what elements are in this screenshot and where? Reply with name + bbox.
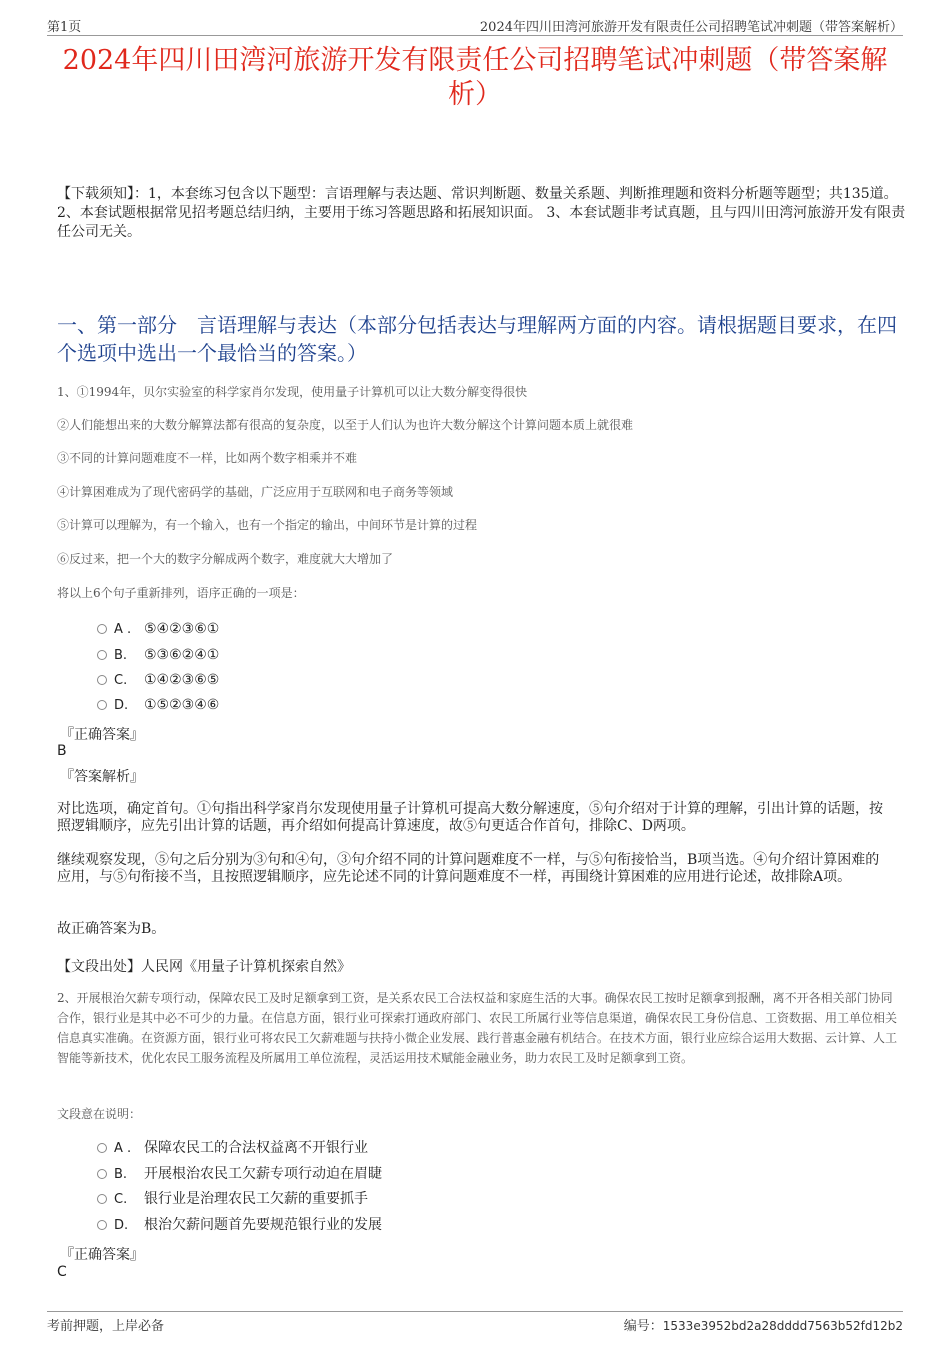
q1-option-a[interactable]: A . ⑤④②③⑥① bbox=[97, 619, 219, 639]
q1-analysis-2: 继续观察发现，⑤句之后分别为③句和④句，③句介绍不同的计算问题难度不一样，与⑤句衔接恰当，B项当选。④句介绍计算困难的应用，与⑤句衔接不当，且按照逻辑顺序，应先论述不同的计算问题难度不一样，再围绕计算困难的应用进行论述，故排除A项。 bbox=[57, 852, 880, 885]
q1-analysis-label: 『答案解析』 bbox=[60, 769, 144, 785]
q1-answer-label: 『正确答案』 bbox=[60, 727, 144, 743]
radio-icon[interactable] bbox=[97, 650, 107, 660]
q1-sentence-5: ⑤计算可以理解为，有一个输入，也有一个指定的输出，中间环节是计算的过程 bbox=[57, 518, 478, 532]
q2-stem: 文段意在说明： bbox=[57, 1107, 142, 1121]
q1-option-c[interactable]: C. ①④②③⑥⑤ bbox=[97, 670, 219, 690]
q1-option-d[interactable]: D. ①⑤②③④⑥ bbox=[97, 695, 219, 715]
q2-passage: 2、开展根治欠薪专项行动，保障农民工及时足额拿到工资，是关系农民工合法权益和家庭生活的大事。确保农民工按时足额拿到报酬，离不开各相关部门协同合作，银行业是其中必不可少的力量。在信息方面，银行业可探索打通政府部门、农民工所属行业等信息渠道，确保农民工身份信息、工资数据、用工单位相关信息真实准确。在资源方面，银行业可将农民工欠薪难题与扶持小微企业发展、践行普惠金融有机结合。在技术方面，银行业应综合运用大数据、云计算、人工智能等新技术，优化农民工服务流程及所属用工单位流程，灵活运用技术赋能金融业务，助力农民工及时足额拿到工资。 bbox=[57, 991, 898, 1065]
radio-icon[interactable] bbox=[97, 1194, 107, 1204]
q1-option-b[interactable]: B. ⑤③⑥②④① bbox=[97, 645, 219, 665]
footer-code: 编号：1533e3952bd2a28dddd7563b52fd12b2 bbox=[623, 1319, 903, 1334]
radio-icon[interactable] bbox=[97, 1143, 107, 1153]
header-doc-title: 2024年四川田湾河旅游开发有限责任公司招聘笔试冲刺题（带答案解析） bbox=[479, 20, 903, 35]
q1-sentence-2: ②人们能想出来的大数分解算法都有很高的复杂度，以至于人们认为也许大数分解这个计算问题本质上就很难 bbox=[57, 418, 634, 432]
page-footer bbox=[47, 1311, 903, 1335]
q1-analysis-3: 故正确答案为B。 bbox=[57, 921, 166, 937]
section-title: 一、第一部分 言语理解与表达（本部分包括表达与理解两方面的内容。请根据题目要求，在四个选项中选出一个最恰当的答案。） bbox=[57, 313, 897, 365]
radio-icon[interactable] bbox=[97, 1220, 107, 1230]
q1-answer: B bbox=[57, 743, 67, 759]
q1-sentence-6: ⑥反过来，把一个大的数字分解成两个数字，难度就大大增加了 bbox=[57, 552, 394, 566]
q2-answer-label: 『正确答案』 bbox=[60, 1247, 144, 1263]
q1-sentence-1: 1、①1994年，贝尔实验室的科学家肖尔发现，使用量子计算机可以让大数分解变得很快 bbox=[57, 385, 528, 399]
footer-slogan: 考前押题，上岸必备 bbox=[47, 1319, 165, 1334]
q1-source: 【文段出处】人民网《用量子计算机探索自然》 bbox=[57, 959, 351, 975]
q1-stem: 将以上6个句子重新排列，语序正确的一项是： bbox=[57, 586, 305, 600]
radio-icon[interactable] bbox=[97, 675, 107, 685]
radio-icon[interactable] bbox=[97, 624, 107, 634]
q2-option-a[interactable]: A . 保障农民工的合法权益离不开银行业 bbox=[97, 1138, 368, 1158]
page-number: 第1页 bbox=[47, 20, 82, 35]
download-notice: 【下载须知】：1，本套练习包含以下题型：言语理解与表达题、常识判断题、数量关系题、判断推理题和资料分析题等题型；共135道。 2、本套试题根据常见招考题总结归纳，主要用于练习答题思路和拓展知识面。 3、本套试题非考试真题，且与四川田湾河旅游开发有限责任公司无关。 bbox=[57, 186, 906, 240]
document-title: 2024年四川田湾河旅游开发有限责任公司招聘笔试冲刺题（带答案解析） bbox=[62, 45, 888, 110]
radio-icon[interactable] bbox=[97, 700, 107, 710]
q2-option-c[interactable]: C. 银行业是治理农民工欠薪的重要抓手 bbox=[97, 1189, 368, 1209]
radio-icon[interactable] bbox=[97, 1169, 107, 1179]
q1-sentence-4: ④计算困难成为了现代密码学的基础，广泛应用于互联网和电子商务等领域 bbox=[57, 485, 454, 499]
page-header bbox=[47, 14, 903, 36]
q2-option-b[interactable]: B. 开展根治农民工欠薪专项行动迫在眉睫 bbox=[97, 1164, 382, 1184]
q2-answer: C bbox=[57, 1264, 67, 1280]
q1-analysis-1: 对比选项，确定首句。①句指出科学家肖尔发现使用量子计算机可提高大数分解速度，⑤句介绍对于计算的理解，引出计算的话题，按照逻辑顺序，应先引出计算的话题，再介绍如何提高计算速度，故⑤句更适合作首句，排除C、D两项。 bbox=[57, 801, 883, 834]
q1-sentence-3: ③不同的计算问题难度不一样，比如两个数字相乘并不难 bbox=[57, 451, 358, 465]
q2-option-d[interactable]: D. 根治欠薪问题首先要规范银行业的发展 bbox=[97, 1215, 382, 1235]
